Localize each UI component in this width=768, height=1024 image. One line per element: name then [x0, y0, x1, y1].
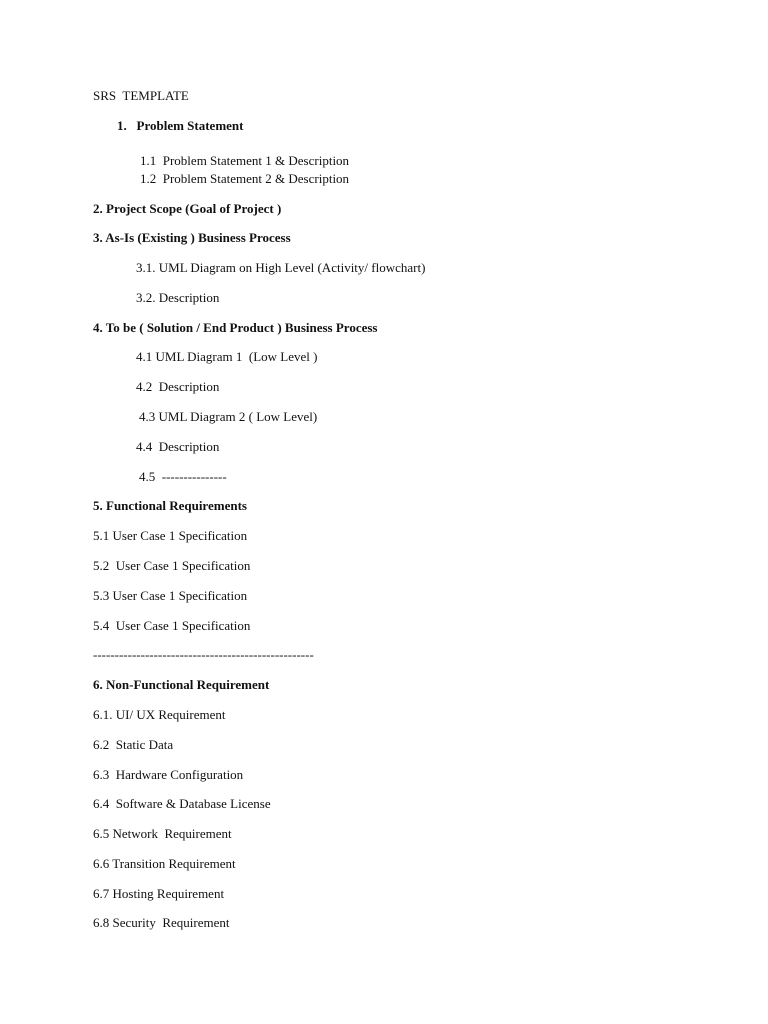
item-5-3: 5.3 User Case 1 Specification [93, 588, 248, 603]
heading-as-is: 3. As-Is (Existing ) Business Process [93, 230, 291, 245]
item-6-7: 6.7 Hosting Requirement [93, 886, 225, 901]
item-4-2: 4.2 Description [136, 379, 220, 394]
item-6-8: 6.8 Security Requirement [93, 915, 230, 930]
item-4-5: 4.5 --------------- [139, 469, 227, 484]
item-4-1: 4.1 UML Diagram 1 (Low Level ) [136, 349, 318, 364]
heading-to-be: 4. To be ( Solution / End Product ) Business Process [93, 320, 378, 335]
item-6-2: 6.2 Static Data [93, 737, 174, 752]
heading-problem-statement: 1. Problem Statement [117, 118, 244, 133]
item-1-2: 1.2 Problem Statement 2 & Description [140, 171, 350, 186]
item-5-4: 5.4 User Case 1 Specification [93, 618, 251, 633]
item-6-3: 6.3 Hardware Configuration [93, 767, 244, 782]
item-5-2: 5.2 User Case 1 Specification [93, 558, 251, 573]
item-5-1: 5.1 User Case 1 Specification [93, 528, 248, 543]
heading-project-scope: 2. Project Scope (Goal of Project ) [93, 201, 282, 216]
item-3-1: 3.1. UML Diagram on High Level (Activity/ flowchart) [136, 260, 426, 275]
item-6-6: 6.6 Transition Requirement [93, 856, 236, 871]
heading-non-functional-requirement: 6. Non-Functional Requirement [93, 677, 270, 692]
heading-functional-requirements: 5. Functional Requirements [93, 498, 247, 513]
item-1-1: 1.1 Problem Statement 1 & Description [140, 153, 350, 168]
document-title: SRS TEMPLATE [93, 88, 189, 103]
item-6-5: 6.5 Network Requirement [93, 826, 232, 841]
item-4-3: 4.3 UML Diagram 2 ( Low Level) [139, 409, 318, 424]
item-6-1: 6.1. UI/ UX Requirement [93, 707, 226, 722]
item-6-4: 6.4 Software & Database License [93, 796, 271, 811]
dashed-separator: --------------------------------------------------- [93, 647, 314, 662]
item-3-2: 3.2. Description [136, 290, 220, 305]
item-4-4: 4.4 Description [136, 439, 220, 454]
